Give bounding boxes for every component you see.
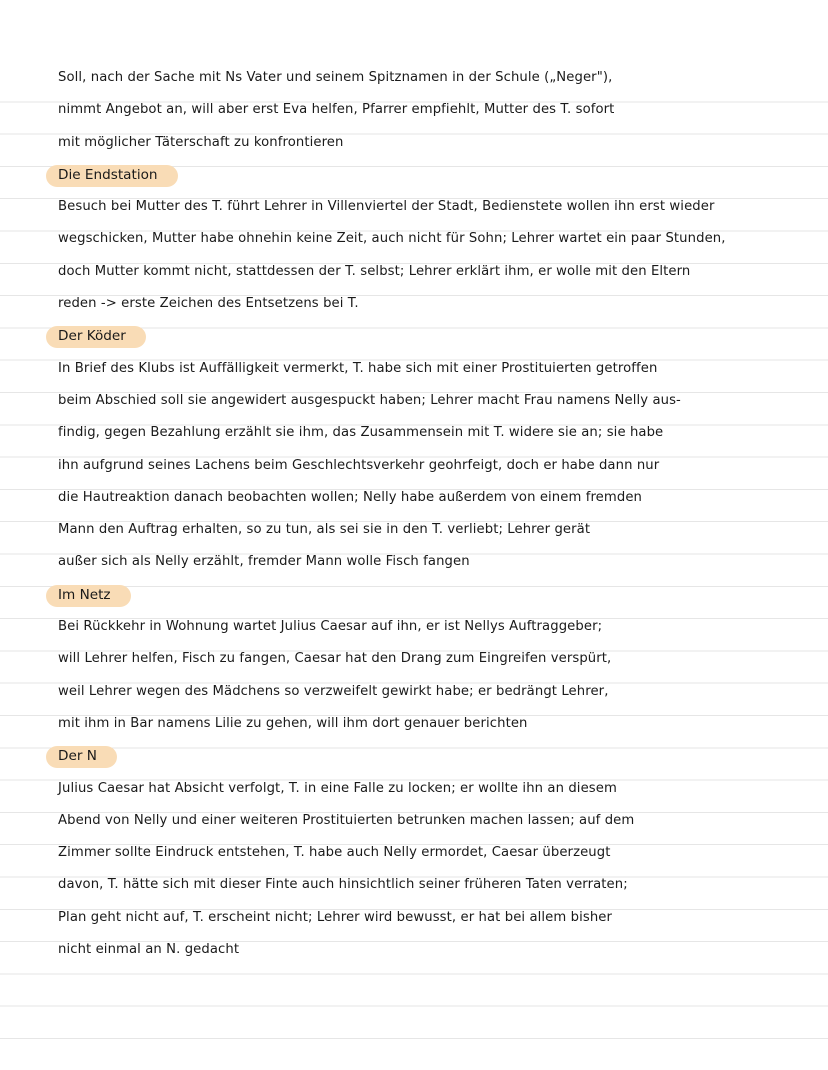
section-heading-text: Der N bbox=[58, 748, 97, 765]
text-line: davon, T. hätte sich mit dieser Finte auch hinsichtlich seiner früheren Taten verraten; bbox=[58, 877, 628, 893]
text-line: nimmt Angebot an, will aber erst Eva helfen, Pfarrer empfiehlt, Mutter des T. sofort bbox=[58, 102, 615, 118]
text-line: will Lehrer helfen, Fisch zu fangen, Caesar hat den Drang zum Eingreifen verspürt, bbox=[58, 651, 612, 667]
text-line: weil Lehrer wegen des Mädchens so verzweifelt gewirkt habe; er bedrängt Lehrer, bbox=[58, 683, 609, 699]
section-heading bbox=[58, 320, 126, 352]
intro-block bbox=[58, 62, 793, 159]
section-endstation bbox=[58, 159, 793, 320]
section-netz bbox=[58, 579, 793, 740]
text-line: Mann den Auftrag erhalten, so zu tun, als sei sie in den T. verliebt; Lehrer gerät bbox=[58, 522, 591, 538]
section-heading bbox=[58, 579, 111, 611]
section-koeder bbox=[58, 320, 793, 578]
section-heading bbox=[58, 740, 97, 772]
section-der-n bbox=[58, 740, 793, 966]
text-line: Bei Rückkehr in Wohnung wartet Julius Caesar auf ihn, er ist Nellys Auftraggeber; bbox=[58, 619, 603, 635]
text-line: Plan geht nicht auf, T. erscheint nicht; Lehrer wird bewusst, er hat bei allem bisher bbox=[58, 909, 613, 925]
text-line: reden -> erste Zeichen des Entsetzens bei T. bbox=[58, 296, 359, 312]
section-heading-text: Im Netz bbox=[58, 586, 111, 603]
text-line: doch Mutter kommt nicht, stattdessen der T. selbst; Lehrer erklärt ihm, er wolle mit den Eltern bbox=[58, 263, 691, 279]
text-line: In Brief des Klubs ist Auffälligkeit vermerkt, T. habe sich mit einer Prostituierten getroffen bbox=[58, 360, 658, 376]
text-line: nicht einmal an N. gedacht bbox=[58, 942, 240, 958]
text-line: mit möglicher Täterschaft zu konfrontieren bbox=[58, 134, 344, 150]
text-line: Besuch bei Mutter des T. führt Lehrer in Villenviertel der Stadt, Bedienstete wollen ihn erst wieder bbox=[58, 199, 715, 215]
text-line: Soll, nach der Sache mit Ns Vater und seinem Spitznamen in der Schule („Neger"), bbox=[58, 70, 613, 85]
text-line: außer sich als Nelly erzählt, fremder Mann wolle Fisch fangen bbox=[58, 554, 470, 570]
text-line: Abend von Nelly und einer weiteren Prostituierten betrunken machen lassen; auf dem bbox=[58, 812, 635, 828]
text-line: die Hautreaktion danach beobachten wollen; Nelly habe außerdem von einem fremden bbox=[58, 489, 642, 505]
section-heading-text: Die Endstation bbox=[58, 166, 158, 183]
text-line: findig, gegen Bezahlung erzählt sie ihm, das Zusammensein mit T. widere sie an; sie habe bbox=[58, 425, 664, 441]
text-line: ihn aufgrund seines Lachens beim Geschlechtsverkehr geohrfeigt, doch er habe dann nur bbox=[58, 457, 660, 473]
text-line: wegschicken, Mutter habe ohnehin keine Zeit, auch nicht für Sohn; Lehrer wartet ein paar Stunden, bbox=[58, 231, 726, 247]
text-line: beim Abschied soll sie angewidert ausgespuckt haben; Lehrer macht Frau namens Nelly aus- bbox=[58, 392, 681, 408]
section-heading-text: Der Köder bbox=[58, 328, 126, 345]
notes-content bbox=[58, 62, 793, 966]
text-line: Julius Caesar hat Absicht verfolgt, T. in eine Falle zu locken; er wollte ihn an diesem bbox=[58, 780, 617, 796]
text-line: Zimmer sollte Eindruck entstehen, T. habe auch Nelly ermordet, Caesar überzeugt bbox=[58, 845, 611, 861]
section-heading bbox=[58, 159, 158, 191]
text-line: mit ihm in Bar namens Lilie zu gehen, will ihm dort genauer berichten bbox=[58, 715, 528, 731]
